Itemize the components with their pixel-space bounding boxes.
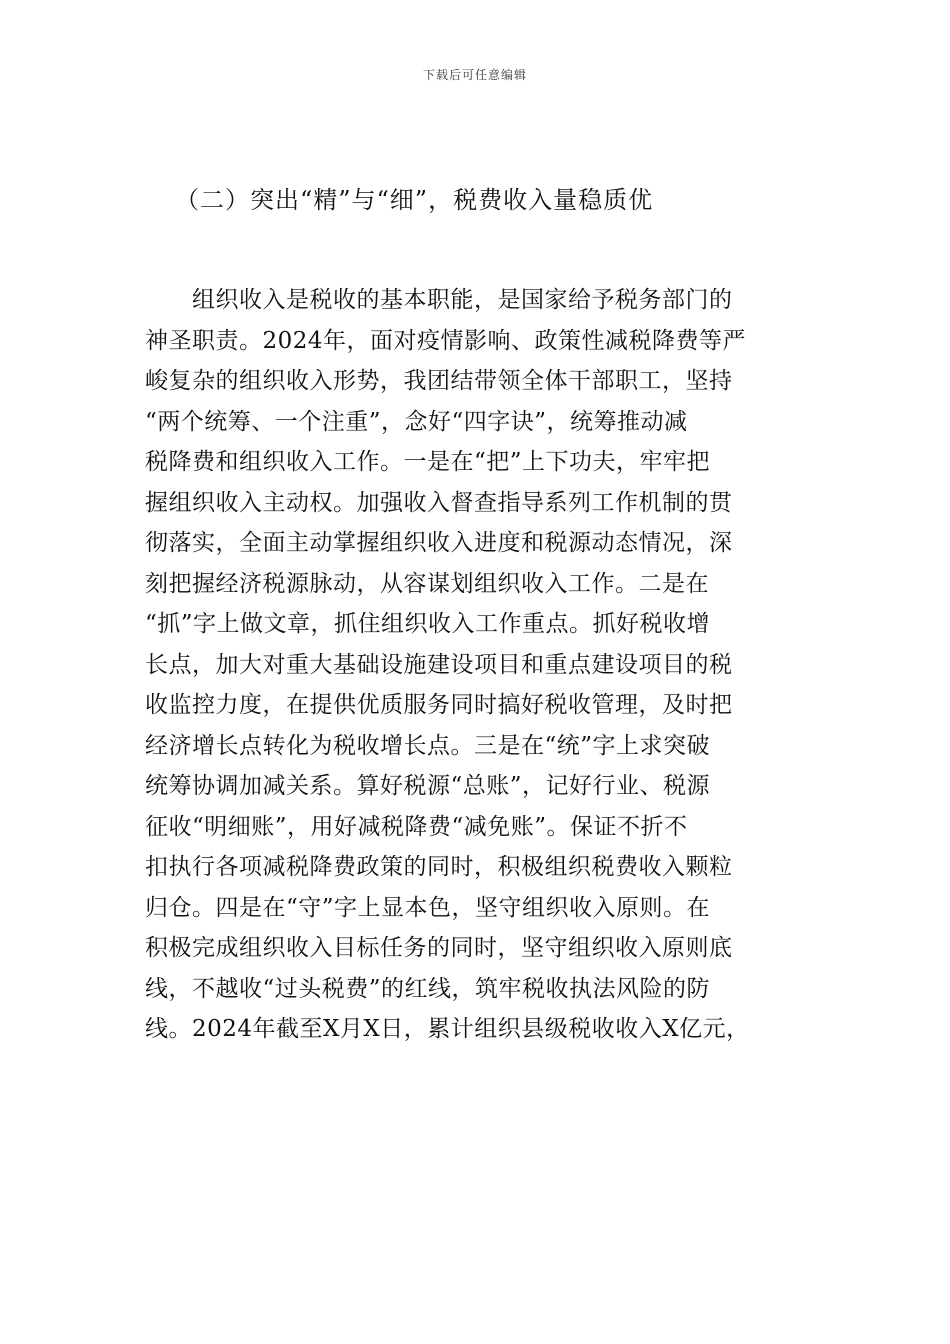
paragraph-line: 税降费和组织收入工作。一是在“把”上下功夫，牢牢把 [145,449,711,475]
paragraph-line: 统筹协调加减关系。算好税源“总账”，记好行业、税源 [145,773,711,799]
paragraph-line: 峻复杂的组织收入形势，我团结带领全体干部职工，坚持 [145,368,733,394]
paragraph-line: “抓”字上做文章，抓住组织收入工作重点。抓好税收增 [145,611,711,637]
paragraph-line: 刻把握经济税源脉动，从容谋划组织收入工作。二是在 [145,570,709,597]
body-paragraph [145,280,805,1050]
paragraph-line: 线。2024年截至X月X日，累计组织县级税收收入X亿元， [145,1016,750,1042]
paragraph-line: “两个统筹、一个注重”，念好“四字诀”，统筹推动减 [145,408,688,435]
paragraph-line: 收监控力度，在提供优质服务同时搞好税收管理，及时把 [145,692,733,718]
paragraph-line: 积极完成组织收入目标任务的同时，坚守组织收入原则底 [145,935,733,961]
paragraph-line: 征收“明细账”，用好减税降费“减免账”。保证不折不 [145,813,688,840]
paragraph-line: 扣执行各项减税降费政策的同时，积极组织税费收入颗粒 [145,854,733,880]
paragraph-line: 组织收入是税收的基本职能，是国家给予税务部门的 [145,287,733,313]
paragraph-line: 长点，加大对重大基础设施建设项目和重点建设项目的税 [145,651,733,678]
paragraph-line: 彻落实，全面主动掌握组织收入进度和税源动态情况，深 [145,530,733,556]
download-note: 下载后可任意编辑 [422,68,527,82]
paragraph-line: 握组织收入主动权。加强收入督查指导系列工作机制的贯 [145,489,733,516]
paragraph-line: 经济增长点转化为税收增长点。三是在“统”字上求突破 [145,732,711,759]
section-heading: （二）突出“精”与“细”，税费收入量稳质优 [175,186,654,214]
paragraph-line: 归仓。四是在“守”字上显本色，坚守组织收入原则。在 [145,894,711,921]
paragraph-line: 神圣职责。2024年，面对疫情影响、政策性减税降费等严 [145,327,747,354]
paragraph-line: 线，不越收“过头税费”的红线，筑牢税收执法风险的防 [145,975,711,1002]
